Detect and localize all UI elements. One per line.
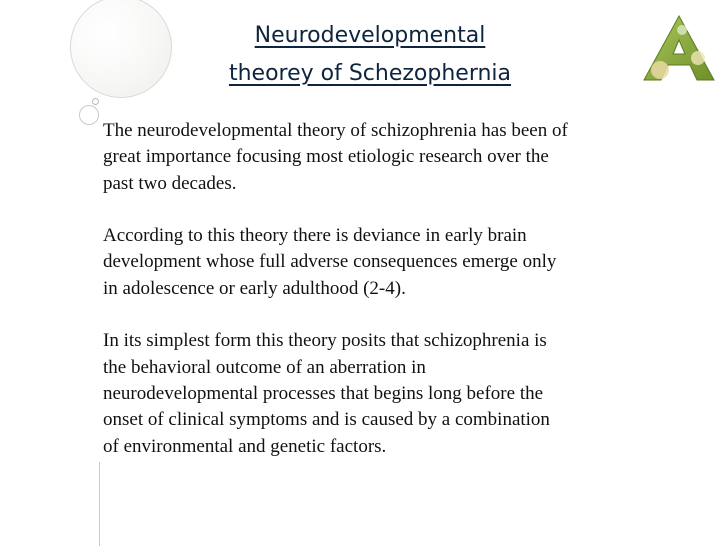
text-line: the behavioral outcome of an aberration in [103,356,426,378]
text-line: great importance focusing most etiologic research over the [103,146,549,168]
paragraph-2 [103,223,723,302]
decorative-circle-small [92,98,99,105]
letter-a-logo-icon [638,10,720,86]
slide-title [140,17,600,93]
text-line: The neurodevelopmental theory of schizophrenia has been of [103,120,568,141]
paragraph-1 [103,118,723,197]
paragraph-3 [103,328,723,459]
text-line: According to this theory there is deviance in early brain [103,225,527,247]
decorative-circle-medium [79,105,99,125]
body-text [103,118,723,486]
text-line: In its simplest form this theory posits that schizophrenia is [103,330,547,352]
text-line: past two decades. [103,172,237,194]
text-line: of environmental and genetic factors. [103,435,387,457]
title-line-2: theorey of Schezophernia [228,61,512,86]
text-line: neurodevelopmental processes that begins long before the [103,382,544,404]
decorative-vertical-line [99,462,100,546]
text-line: development whose full adverse consequences emerge only [103,251,557,273]
title-line-1: Neurodevelopmental [254,23,486,48]
text-line: in adolescence or early adulthood (2-4). [103,277,406,299]
text-line: onset of clinical symptoms and is caused by a combination [103,409,550,431]
